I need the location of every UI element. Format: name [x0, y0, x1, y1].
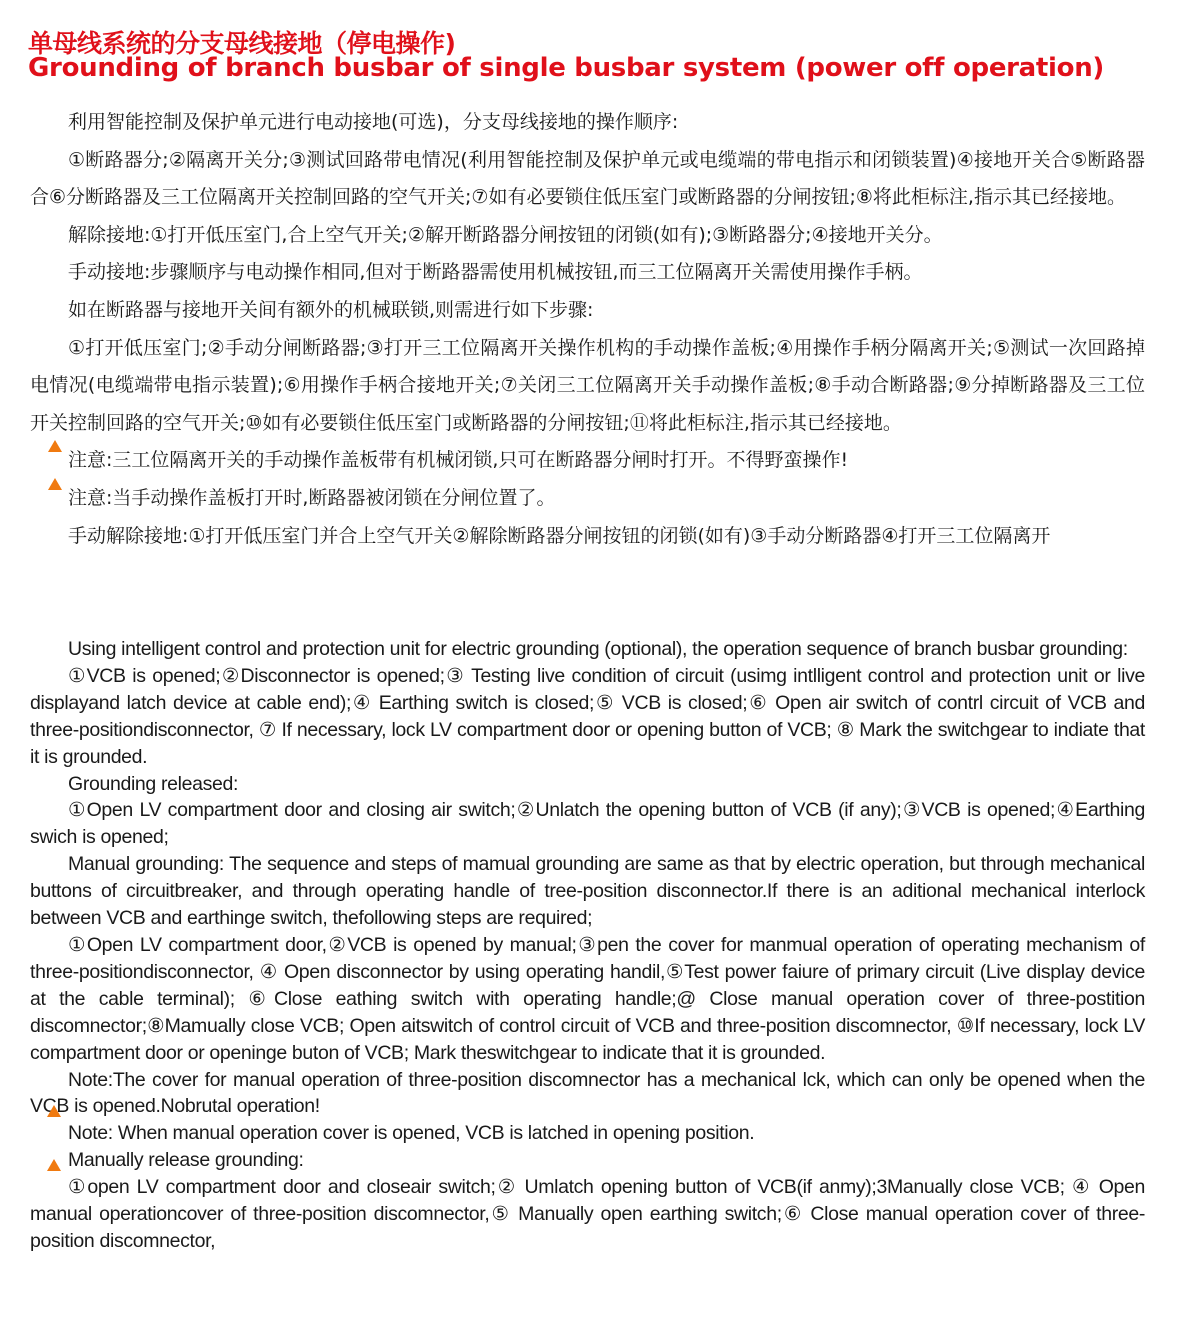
- paragraph: [30, 217, 1145, 255]
- paragraph: [30, 442, 1145, 480]
- english-body: [30, 636, 1145, 1255]
- paragraph-text: Note:The cover for manual operation of three-position discomnector has a mechanical lck, which can only be opened when the VCB is opened.Nobrutal operation!: [30, 1068, 1145, 1118]
- paragraph-text: ①VCB is opened;②Disconnector is opened;③ Testing live condition of circuit (usimg intlligent control and protection unit or live displayand latch device at cable end);④ Earthing switch is closed;⑤ VCB is closed;⑥ Open air switch of contrl circuit of VCB and three-positiondisconnector, ⑦ If necessary, lock LV compartment door or opening button of VCB; ⑧ Mark the switchgear to indiate that it is grounded.: [30, 664, 1145, 768]
- chinese-body: [30, 104, 1145, 555]
- paragraph: [30, 142, 1145, 217]
- paragraph-text: 手动接地:步骤顺序与电动操作相同,但对于断路器需使用机械按钮,而三工位隔离开关需使用操作手柄。: [68, 261, 923, 284]
- paragraph: [30, 292, 1145, 330]
- paragraph: [30, 518, 1145, 556]
- paragraph-text: 手动解除接地:①打开低压室门并合上空气开关②解除断路器分闸按钮的闭锁(如有)③手动分断路器④打开三工位隔离开: [68, 524, 1051, 547]
- paragraph: [30, 254, 1145, 292]
- paragraph-text: Manually release grounding:: [68, 1149, 304, 1172]
- paragraph: [30, 1147, 1145, 1174]
- paragraph-text: Using intelligent control and protection unit for electric grounding (optional), the operation sequence of branch busbar grounding:: [68, 638, 1128, 660]
- paragraph-text: 注意:三工位隔离开关的手动操作盖板带有机械闭锁,只可在断路器分闸时打开。不得野蛮操作!: [68, 449, 849, 472]
- paragraph-text: 如在断路器与接地开关间有额外的机械联锁,则需进行如下步骤:: [68, 298, 594, 321]
- paragraph-text: 注意:当手动操作盖板打开时,断路器被闭锁在分闸位置了。: [68, 486, 556, 509]
- paragraph: [30, 1120, 1145, 1147]
- warning-icon: [47, 1105, 61, 1117]
- paragraph-text: 解除接地:①打开低压室门,合上空气开关;②解开断路器分闸按钮的闭锁(如有);③断路器分;④接地开关分。: [68, 223, 943, 246]
- paragraph-text: ①Open LV compartment door and closing air switch;②Unlatch the opening button of VCB (if any);③VCB is opened;④Earthing swich is opened;: [30, 799, 1145, 849]
- paragraph: [30, 104, 1145, 142]
- paragraph-text: Grounding released:: [68, 772, 239, 795]
- paragraph-text: 利用智能控制及保护单元进行电动接地(可选)，分支母线接地的操作顺序:: [68, 111, 679, 133]
- paragraph: [30, 330, 1145, 443]
- paragraph: [30, 636, 1145, 663]
- paragraph: [30, 932, 1145, 1067]
- title-english: Grounding of branch busbar of single busbar system (power off operation): [28, 53, 1105, 83]
- paragraph-text: ①断路器分;②隔离开关分;③测试回路带电情况(利用智能控制及保护单元或电缆端的带电指示和闭锁装置)④接地开关合⑤断路器合⑥分断路器及三工位隔离开关控制回路的空气开关;⑦如有必要锁住低压室门或断路器的分闸按钮;⑧将此柜标注,指示其已经接地。: [30, 148, 1145, 209]
- warning-icon: [48, 440, 62, 452]
- title-chinese: 单母线系统的分支母线接地（停电操作): [28, 29, 456, 58]
- paragraph: [30, 851, 1145, 932]
- paragraph: [30, 797, 1145, 851]
- warning-icon: [47, 1159, 61, 1171]
- paragraph-text: ①Open LV compartment door,②VCB is opened by manual;③pen the cover for manmual operation of operating mechanism of three-positiondisconnector, ④ Open disconnector by using operating handil,⑤Test power faiure of primary circuit (Live display device at the cable terminal); ⑥Close eathing switch with operating handle;@ Close manual operation cover of three-postition discomnector;⑧Mamually close VCB; Open aitswitch of control circuit of VCB and three-position discomnector, ⑩If necessary, lock LV compartment door or openinge buton of VCB; Mark theswitchgear to indicate that it is grounded.: [30, 933, 1145, 1064]
- paragraph-text: Note: When manual operation cover is opened, VCB is latched in opening position.: [68, 1122, 755, 1145]
- paragraph: [30, 771, 1145, 798]
- warning-icon: [48, 478, 62, 490]
- paragraph: [30, 480, 1145, 518]
- paragraph-text: ①打开低压室门;②手动分闸断路器;③打开三工位隔离开关操作机构的手动操作盖板;④用操作手柄分隔离开关;⑤测试一次回路掉电情况(电缆端带电指示装置);⑥用操作手柄合接地开关;⑦关闭三工位隔离开关手动操作盖板;⑧手动合断路器;⑨分掉断路器及三工位开关控制回路的空气开关;⑩如有必要锁住低压室门或断路器的分闸按钮;⑪将此柜标注,指示其已经接地。: [30, 336, 1145, 434]
- paragraph-text: Manual grounding: The sequence and steps of mamual grounding are same as that by electric operation, but through mechanical buttons of circuitbreaker, and through operating handle of tree-position disconnector.If there is an aditional mechanical interlock between VCB and earthinge switch, thefollowing steps are required;: [30, 853, 1145, 930]
- paragraph: [30, 663, 1145, 771]
- paragraph: [30, 1067, 1145, 1121]
- paragraph-text: ①open LV compartment door and closeair switch;② Umlatch opening button of VCB(if anmy);3Manually close VCB; ④ Open manual operationcover of three-position discomnector,⑤ Manually open earthing switch;⑥ Close manual operation cover of three-position discomnector,: [30, 1176, 1145, 1252]
- paragraph: [30, 1174, 1145, 1255]
